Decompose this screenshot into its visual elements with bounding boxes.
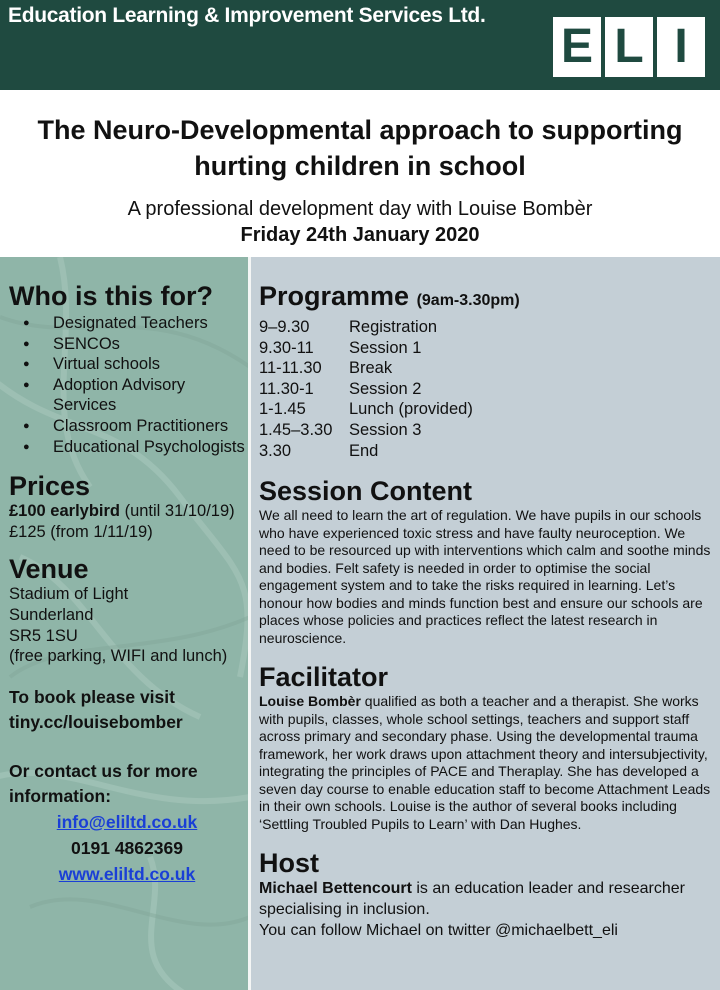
- title-area: [0, 90, 720, 257]
- list-item: ● Virtual schools: [9, 354, 245, 375]
- price-earlybird-note: (until 31/10/19): [120, 502, 235, 521]
- contact-info: [9, 759, 245, 809]
- programme-hours: (9am-3.30pm): [416, 292, 520, 309]
- contact-line: information:: [9, 785, 112, 806]
- prices-heading: Prices: [9, 471, 91, 502]
- booking-url[interactable]: tiny.cc/louisebomber: [9, 711, 183, 732]
- programme-table: [259, 317, 473, 461]
- venue-line: Sunderland: [9, 605, 94, 624]
- programme-time: 11-11.30: [259, 359, 322, 378]
- table-row: [259, 399, 473, 420]
- list-item: ● Classroom Practitioners: [9, 416, 245, 437]
- programme-item: End: [349, 441, 379, 460]
- venue-line: SR5 1SU: [9, 626, 78, 645]
- list-item: ● Designated Teachers: [9, 313, 245, 334]
- programme-time: 3.30: [259, 441, 292, 460]
- logo-letter-e: E: [553, 17, 601, 77]
- contact-line: Or contact us for more: [9, 760, 198, 781]
- table-row: [259, 358, 473, 379]
- phone-number: 0191 4862369: [71, 837, 183, 858]
- email-link[interactable]: info@eliltd.co.uk: [56, 811, 198, 832]
- programme-item: Break: [349, 359, 393, 378]
- programme-time: 11.30-1: [259, 379, 314, 398]
- host-bio: [259, 879, 714, 920]
- programme-item: Session 2: [349, 379, 422, 398]
- session-content-heading: Session Content: [259, 476, 473, 507]
- list-item: ● SENCOs: [9, 334, 245, 355]
- host-text: is an education leader and researcher specialising in inclusion.: [259, 880, 685, 918]
- logo-letter-i: I: [657, 17, 705, 77]
- programme-time: 1.45–3.30: [259, 420, 333, 439]
- table-row: [259, 379, 473, 400]
- right-content: [259, 281, 714, 942]
- venue-heading: Venue: [9, 554, 89, 585]
- host-name: Michael Bettencourt: [259, 880, 412, 898]
- facilitator-bio: [259, 693, 714, 833]
- programme-title: Programme: [259, 281, 410, 311]
- venue-line: Stadium of Light: [9, 585, 129, 604]
- programme-heading: [259, 281, 714, 316]
- host-heading: Host: [259, 848, 319, 879]
- list-item: ● Educational Psychologists: [9, 437, 245, 458]
- event-subtitle: A professional development day with Louise Bombèr: [127, 198, 593, 220]
- programme-item: Session 3: [349, 420, 422, 439]
- programme-item: Registration: [349, 318, 438, 336]
- facilitator-heading: Facilitator: [259, 662, 389, 693]
- left-content: [9, 281, 245, 887]
- price-earlybird: [9, 501, 245, 522]
- header-band: [0, 0, 720, 90]
- logo-letter-l: L: [605, 17, 653, 77]
- table-row: [259, 420, 473, 441]
- booking-line: To book please visit: [9, 686, 175, 707]
- org-name: Education Learning & Improvement Services Ltd.: [8, 4, 486, 27]
- host-twitter: You can follow Michael on twitter @michaelbett_eli: [259, 922, 618, 940]
- left-panel: [0, 257, 248, 990]
- facilitator-name: Louise Bombèr: [259, 693, 361, 710]
- event-title: The Neuro-Developmental approach to supporting hurting children in school: [37, 115, 683, 181]
- booking-info: [9, 685, 245, 735]
- eli-logo: [553, 17, 705, 77]
- programme-item: Session 1: [349, 338, 422, 357]
- who-heading: Who is this for?: [9, 281, 213, 311]
- right-panel: [251, 257, 720, 990]
- facilitator-text: qualified as both a teacher and a therapist. She works with pupils, classes, whole school settings, teachers and support staff across primary and secondary phase. Using the developmental trauma framework, her work draws upon attachment theory and intersubjectivity, integrating the principles of PACE and Theraplay. She has developed a seven day course to enable education staff to become Attachment Leads in their own schools. Louise is the author of several books including ‘Settling Troubled Pupils to Learn’ with Dan Hughes.: [259, 693, 711, 832]
- table-row: [259, 338, 473, 359]
- website-link[interactable]: www.eliltd.co.uk: [58, 863, 196, 884]
- audience-list: [9, 313, 245, 457]
- programme-time: 9.30-11: [259, 338, 314, 357]
- price-earlybird-amount: £100 earlybird: [9, 502, 120, 521]
- table-row: [259, 441, 473, 462]
- price-standard: £125 (from 1/11/19): [9, 522, 153, 541]
- programme-item: Lunch (provided): [349, 400, 473, 419]
- programme-time: 9–9.30: [259, 318, 310, 336]
- programme-time: 1-1.45: [259, 400, 306, 419]
- session-content-text: We all need to learn the art of regulation. We have pupils in our schools who have experienced toxic stress and have faulty neuroception. We need to be resourced up with interventions which calm and soothe minds and bodies. Felt safety is needed in order to optimise the social engagement system and to take the risks required in learning. Let’s honour how bodies and minds function best and ensure our schools are places whose policies and practices reflect the latest research in neuroscience.: [259, 507, 711, 646]
- event-date: Friday 24th January 2020: [240, 224, 480, 246]
- list-item: ● Adoption Advisory Services: [9, 375, 245, 416]
- table-row: [259, 317, 473, 338]
- contact-details: [9, 809, 245, 887]
- venue-line: (free parking, WIFI and lunch): [9, 647, 228, 666]
